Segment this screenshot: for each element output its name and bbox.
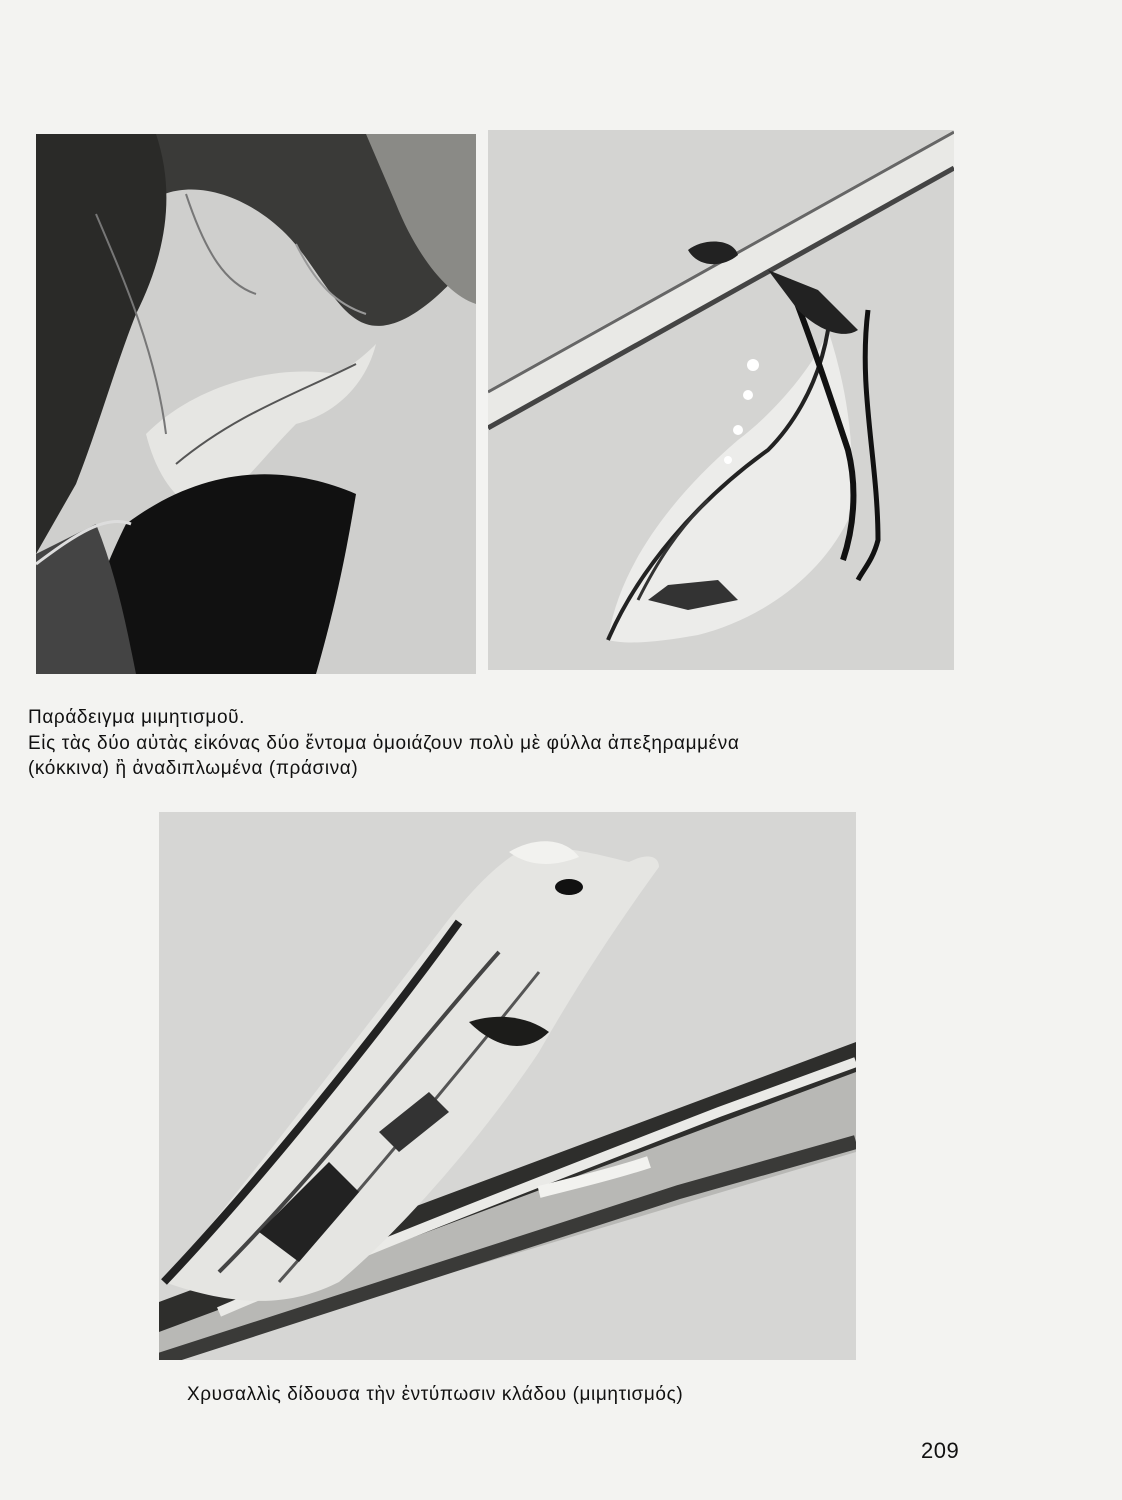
figure-caption-line: (κόκκινα) ἢ ἀναδιπλωμένα (πράσινα) bbox=[28, 758, 359, 779]
chrysalis-image bbox=[159, 812, 856, 1360]
figure-caption-line: Εἰς τὰς δύο αὐτὰς εἰκόνας δύο ἔντομα ὁμοιάζουν πολὺ μὲ φύλλα ἀπεξηραμμένα bbox=[28, 733, 740, 754]
leaf-insect-photo bbox=[36, 134, 476, 674]
leaf-butterfly-photo bbox=[488, 130, 954, 670]
chrysalis-photo bbox=[159, 812, 856, 1360]
figure-caption-title: Παράδειγμα μιμητισμοῦ. bbox=[28, 707, 245, 728]
chrysalis-caption: Χρυσαλλὶς δίδουσα τὴν ἐντύπωσιν κλάδου (μιμητισμός) bbox=[187, 1384, 684, 1405]
leaf-insect-image bbox=[36, 134, 476, 674]
page-number: 209 bbox=[921, 1438, 960, 1463]
leaf-butterfly-image bbox=[488, 130, 954, 670]
